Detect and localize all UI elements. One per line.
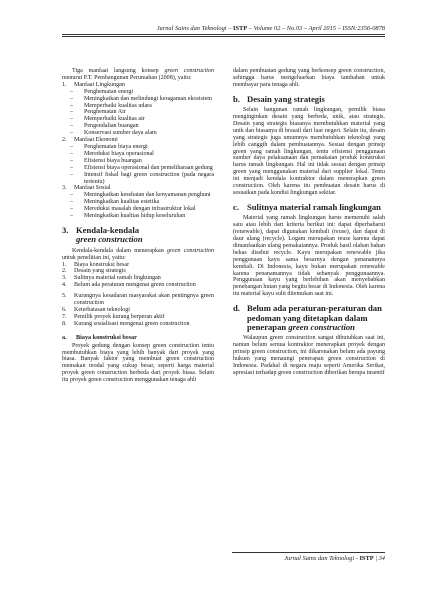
list-number: 1. (62, 81, 67, 88)
benefit-item-text: Mereduksi biaya operasional (84, 150, 154, 157)
subsection-c-text: Material yang ramah lingkungan harus memenuhi salah satu atau lebih dari kriteria berikut ini: dapat diperbaharui (renewable), dapat digunakan kembali (reuse), dan dapat di daur ulang (recycle). Logam merupakan reuse karena dapat dimanfaatkan ulang pemakaiannya. Produk hasil olahan bahan bekas disebut recycle. Kayu merupakan renewable jika penggunaan kayu sama besarnya dengan penanamnya kembali. Di Indonesia, kayu bukan merupakan renewable karena penanamannya tidak sebanyak penggunaannya. Penggunaan kayu yang berlebihan akan menyebabkan penebangan hutan yang begitu besar di Indonesia. Oleh karena itu material kayu sulit ditemukan saat ini. (233, 215, 385, 298)
benefit-group-label: Manfaat Ekonomi (74, 137, 118, 144)
header-journal: Jurnal Sains dan Teknologi (156, 25, 227, 32)
benefit-item (62, 172, 214, 186)
benefit-group (62, 82, 214, 137)
benefit-item (62, 109, 214, 116)
dash-bullet: – (70, 116, 74, 123)
subsection-d-text: Walaupun green construction sangat dibutuhkan saat ini, namun belum semua kontraktor menerapkan proyek dengan prinsip green construction, ini dikarenakan belum ada payung hukum yang menaungi penerapan green construction di Indonesia. Padahal di negara maju seperti Amerika Serikat, apresiasi terhadap green construction diberikan berupa insentif (233, 335, 385, 376)
footer-rule (232, 552, 385, 553)
intro-term: green construction (164, 68, 214, 74)
constraints-list-a (62, 262, 214, 290)
subsection-c-title: Sulitnya material ramah lingkungan (247, 201, 381, 212)
constraint-item (62, 262, 214, 269)
constraint-text: Kurangnya kesadaran masyarakat akan pentingnya green construction (74, 293, 214, 307)
header-brand: ISTP (232, 25, 248, 32)
benefits-list (62, 82, 214, 220)
dash-bullet: – (70, 150, 74, 157)
subsection-b-text: Selain bangunan ramah lingkungan, pemilik biasa menginginkan desain yang berbeda, unik, atau strategis. Desain yang strategis biasanya membutuhkan material yang unik dan biasanya di brasail dari luar negeri. Selain itu, desain yang strategis juga umumnya membutuhkan teknologi yang lebih canggih dalam pembuatannya. Sesuai dengan prinsip green yang ramah lingkungan, tentu efisiensi penggunaan sumber daya pelaksanaan dan pemakaian produk konstruksi harus ramah lingkungan. Hal ini tidak sesuai dengan prinsip green yang menggunakan material dari supplier lokal. Tentu ini menjadi kendala kontraktor dalam menerapkan green construction. Oleh karena itu pembuatan desain harus di sesuaikan pada kondisi lingkungan sekitar. (233, 107, 385, 196)
dash-bullet: – (70, 130, 74, 137)
constraints-list-b (62, 293, 214, 328)
subsection-a-text: Proyek gedung dengan konsep green construction tentu membutuhkan biaya yang lebih banyak dari proyek yang biasa. Banyak faktor yang membuat green construction memakan modal yang cukup besar, seperti harga material proyek green construction berbeda dari proyek biasa. Selain itu proyek green construction menggunakan tenaga ahli (62, 342, 214, 384)
benefit-item-text: Efisiensi biaya operasional dan pemeliharaan gedung (84, 164, 213, 171)
footer-brand: ISTP (359, 555, 374, 562)
benefit-item (62, 192, 214, 199)
benefit-group-heading (62, 82, 214, 89)
subsection-d-heading (233, 304, 385, 332)
running-footer (284, 555, 385, 562)
list-number: 7. (62, 313, 67, 320)
benefit-item (62, 144, 214, 151)
benefit-item-text: Meningkatkan kesehatan dan kenyamanan penghuni (84, 192, 211, 199)
dash-bullet: – (70, 206, 74, 213)
benefit-item-text: Konservasi sumber daya alam (84, 130, 157, 137)
footer-journal: Jurnal Sains dan Teknologi (284, 555, 355, 562)
list-number: 5. (62, 293, 67, 300)
dash-bullet: – (70, 157, 74, 164)
dash-bullet: – (70, 109, 74, 116)
benefit-item (62, 89, 214, 96)
dash-bullet: – (70, 123, 74, 130)
constraint-text: Belum ada peraturan mengenai green construction (74, 282, 196, 289)
constraint-item (62, 275, 214, 282)
left-column (62, 68, 214, 384)
subsection-b-title: Desain yang strategis (247, 93, 325, 104)
benefit-group-label: Manfaat Sosial (74, 185, 111, 192)
section-3-number: 3. (62, 224, 69, 235)
constraint-item (62, 321, 214, 328)
benefit-item-text: Penghematan energi (84, 88, 134, 95)
subsection-a-key: a. (62, 333, 67, 341)
benefit-group-heading (62, 185, 214, 192)
section-3-title-term: green construction (76, 234, 143, 245)
dash-bullet: – (70, 171, 74, 178)
dash-bullet: – (70, 143, 74, 150)
benefit-item-text: Intensif fiskal bagi green construction (pada negara tertentu) (84, 171, 214, 185)
subsection-d-key: d. (233, 303, 240, 314)
benefit-group-label: Manfaat Lingkungan (74, 81, 125, 88)
dash-bullet: – (70, 95, 74, 102)
right-column (233, 68, 385, 377)
constraints-intro-term: green construction (166, 247, 214, 254)
dash-bullet: – (70, 88, 74, 95)
subsection-c-heading (233, 203, 385, 212)
continued-text: dalam pembuatan gedung yang berkonsep green construction, sehingga harus mengeluarkan biaya tambahan untuk membayar para tenaga ahli. (233, 68, 385, 88)
constraint-item (62, 293, 214, 307)
section-3-title: Kendala-kendala (76, 224, 140, 235)
benefit-item-text: Meningkatkan kualitas hidup keseluruhan (84, 213, 186, 220)
benefit-item (62, 165, 214, 172)
benefit-group-heading (62, 137, 214, 144)
benefit-item-text: Meningkatkan kualitas estetika (84, 199, 160, 206)
constraint-text: Pemilik proyek kurang berperan aktif (74, 313, 165, 320)
constraint-text: Sulitnya material ramah lingkungan (74, 275, 161, 282)
benefit-item (62, 213, 214, 220)
benefit-item (62, 96, 214, 103)
constraint-text: Desain yang strategis (74, 268, 126, 275)
benefit-item (62, 123, 214, 130)
footer-sep: - (354, 555, 360, 562)
benefit-item-text: Memperbaiki kualitas air (84, 116, 145, 123)
constraint-text: Keterbatasan teknologi (74, 307, 130, 313)
benefit-item-text: Penghematan biaya energi (84, 143, 148, 150)
benefit-item (62, 151, 214, 158)
subsection-d-title-term: green construction (288, 322, 355, 332)
constraints-intro-b: untuk penelitian ini, yaitu: (62, 254, 126, 261)
benefit-group (62, 185, 214, 220)
benefit-group (62, 137, 214, 185)
benefit-item-text: Efisiensi biaya buangan (84, 157, 142, 164)
constraint-text: Kurang sosialisasi mengenai green construction (74, 320, 190, 327)
header-volume-issn: – Volume 02 – No.03 – April 2015 – ISSN:2356-0878 (247, 25, 385, 32)
dash-bullet: – (70, 192, 74, 199)
dash-bullet: – (70, 213, 74, 220)
subsection-a-title: Biaya konstruksi besar (76, 333, 137, 341)
constraints-intro (62, 248, 214, 262)
list-number: 4. (62, 282, 67, 289)
intro-text-b: menurut P.T. Pembangunan Perumahan (2008), yaitu: (62, 74, 192, 81)
dash-bullet: – (70, 199, 74, 206)
constraints-intro-a: Kendala-kendala dalam menerapkan (72, 247, 167, 254)
subsection-d-title: Belum ada peraturan-peraturan dan pedoman yang ditetapkan dalam penerapan (247, 303, 382, 332)
benefits-intro (62, 68, 214, 82)
subsection-b-key: b. (233, 93, 240, 104)
benefit-item-text: Meningkatkan dan melindungi keragaman ekosistem (84, 95, 212, 102)
list-number: 2. (62, 268, 67, 275)
benefit-item (62, 116, 214, 123)
dash-bullet: – (70, 164, 74, 171)
list-number: 2. (62, 137, 67, 144)
intro-text-a: Tiga manfaat langsung konsep (72, 68, 165, 74)
benefit-item (62, 158, 214, 165)
benefit-item-text: Memperbaiki kualitas udara (84, 102, 152, 109)
list-number: 6. (62, 307, 67, 313)
list-number: 3. (62, 185, 67, 192)
list-number: 8. (62, 320, 67, 327)
header-sep: – (226, 25, 233, 32)
benefit-item-text: Penghematan Air (84, 109, 126, 116)
subsection-c-key: c. (233, 201, 239, 212)
subsection-a-heading (62, 335, 214, 342)
page-number: | 34 (373, 555, 385, 562)
constraint-text: Biaya konstruksi besar (74, 261, 130, 268)
constraint-item (62, 314, 214, 321)
benefit-item-text: Pengendalian buangan (84, 123, 139, 130)
header-rule-2 (62, 36, 385, 37)
benefit-item (62, 103, 214, 110)
constraint-item (62, 268, 214, 275)
list-number: 3. (62, 275, 67, 282)
list-number: 1. (62, 261, 67, 268)
subsection-b-heading (233, 95, 385, 104)
header-rule (62, 34, 385, 35)
constraint-item (62, 282, 214, 289)
running-header (62, 25, 385, 32)
constraint-item (62, 307, 214, 314)
dash-bullet: – (70, 102, 74, 109)
section-3-heading (62, 226, 214, 245)
benefit-item (62, 206, 214, 213)
benefit-item-text: Mereduksi masalah dengan infrastruktur lokal (84, 206, 196, 213)
